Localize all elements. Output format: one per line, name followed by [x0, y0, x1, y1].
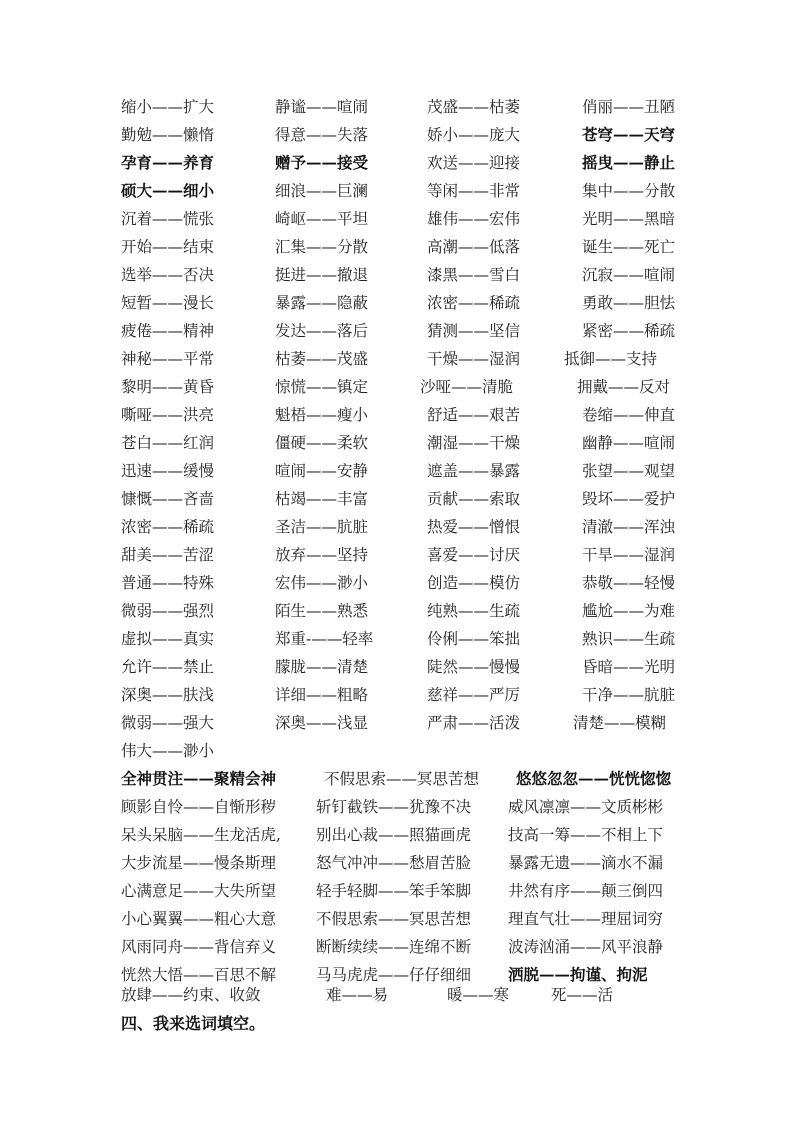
antonym-row: [0, 347, 800, 371]
word-pair: 得意——失落: [275, 126, 369, 144]
word-pair: 恭敬——轻慢: [582, 574, 676, 592]
word-pair: 微弱——强烈: [121, 602, 215, 620]
word-pair: 高潮——低落: [427, 238, 521, 256]
word-pair: 沙哑——清脆: [420, 378, 514, 396]
idiom-pair: 顾影自怜——自惭形秽: [121, 798, 277, 816]
word-pair: 熟识——生疏: [582, 630, 676, 648]
word-pair: 深奥——浅显: [275, 714, 369, 732]
antonym-row: [0, 151, 800, 175]
word-pair: 硕大——细小: [121, 181, 215, 200]
idiom-row: [0, 823, 800, 847]
word-pair: 欢送——迎接: [427, 154, 521, 172]
idiom-pair: 不假思索——冥思苦想: [324, 770, 480, 788]
antonym-row: [0, 123, 800, 147]
antonym-row: [0, 543, 800, 567]
word-pair: 贡献——索取: [427, 490, 521, 508]
word-pair: 沉着——慌张: [121, 210, 215, 228]
idiom-row: [0, 795, 800, 819]
word-pair: 浓密——稀疏: [121, 518, 215, 536]
idiom-pair: 技高一筹——不相上下: [508, 826, 664, 844]
idiom-pair: 断断续续——连绵不断: [316, 938, 472, 956]
antonym-row: [0, 655, 800, 679]
idiom-pair: 别出心裁——照猫画虎: [316, 826, 472, 844]
word-pair: 甜美——苦涩: [121, 546, 215, 564]
antonym-row: [0, 291, 800, 315]
antonym-row: [0, 95, 800, 119]
word-pair: 短暂——漫长: [121, 294, 215, 312]
antonym-row: [0, 403, 800, 427]
idiom-pair: 怒气冲冲——愁眉苦脸: [316, 854, 472, 872]
word-pair: 茂盛——枯萎: [427, 98, 521, 116]
idiom-pair: 马马虎虎——仔仔细细: [316, 966, 472, 984]
idiom-row: [0, 851, 800, 875]
word-pair: 陌生——熟悉: [275, 602, 369, 620]
antonym-row: [0, 235, 800, 259]
word-pair: 枯萎——茂盛: [275, 350, 369, 368]
idiom-pair: 呆头呆脑——生龙活虎,: [121, 826, 281, 844]
word-pair: 发达——落后: [275, 322, 369, 340]
word-pair: 幽静——喧闹: [582, 434, 676, 452]
word-pair: 干净——肮脏: [582, 686, 676, 704]
section-heading: 四、我来选词填空。: [121, 1014, 266, 1033]
word-pair: 光明——黑暗: [582, 210, 676, 228]
word-pair: 微弱——强大: [121, 714, 215, 732]
word-pair: 勤勉——懒惰: [121, 126, 215, 144]
word-pair: 拥戴——反对: [577, 378, 671, 396]
word-pair: 抵御——支持: [564, 350, 658, 368]
word-pair: 选举——否决: [121, 266, 215, 284]
word-pair: 开始——结束: [121, 238, 215, 256]
antonym-row: [0, 739, 800, 763]
word-pair: 允许——禁止: [121, 658, 215, 676]
antonym-row: [0, 431, 800, 455]
idiom-pair: 井然有序——颠三倒四: [508, 882, 664, 900]
word-pair: 虚拟——真实: [121, 630, 215, 648]
idiom-row: [0, 879, 800, 903]
word-pair: 迅速——缓慢: [121, 462, 215, 480]
word-pair: 黎明——黄昏: [121, 378, 215, 396]
word-pair: 宏伟——渺小: [275, 574, 369, 592]
word-pair: 卷缩——伸直: [582, 406, 676, 424]
word-pair: 伶俐——笨拙: [427, 630, 521, 648]
antonym-row: [0, 459, 800, 483]
antonym-row: [0, 711, 800, 735]
idiom-pair: 死——活: [551, 986, 614, 1004]
word-pair: 纯熟——生疏: [427, 602, 521, 620]
antonym-row: [0, 487, 800, 511]
word-pair: 静谧——喧闹: [275, 98, 369, 116]
word-pair: 慷慨——吝啬: [121, 490, 215, 508]
idiom-pair: 恍然大悟——百思不解: [121, 966, 277, 984]
word-pair: 遮盖——暴露: [427, 462, 521, 480]
word-pair: 等闲——非常: [427, 182, 521, 200]
idiom-row: [0, 907, 800, 931]
word-pair: 浓密——稀疏: [427, 294, 521, 312]
antonym-row: [0, 599, 800, 623]
idiom-pair: 悠悠忽忽——恍恍惚惚: [516, 769, 672, 788]
word-pair: 伟大——渺小: [121, 742, 215, 760]
antonym-row: [0, 179, 800, 203]
word-pair: 赠予——接受: [275, 153, 369, 172]
word-pair: 惊慌——镇定: [275, 378, 369, 396]
word-pair: 慈祥——严厉: [427, 686, 521, 704]
word-pair: 放弃——坚持: [275, 546, 369, 564]
antonym-row: [0, 319, 800, 343]
word-pair: 挺进——撤退: [275, 266, 369, 284]
word-pair: 干旱——湿润: [582, 546, 676, 564]
word-pair: 暴露——隐蔽: [275, 294, 369, 312]
word-pair: 诞生——死亡: [582, 238, 676, 256]
word-pair: 枯竭——丰富: [275, 490, 369, 508]
word-pair: 热爱——憎恨: [427, 518, 521, 536]
word-pair: 喧闹——安静: [275, 462, 369, 480]
word-pair: 摇曳——静止: [582, 153, 676, 172]
word-pair: 清澈——浑浊: [582, 518, 676, 536]
word-pair: 孕育——养育: [121, 153, 215, 172]
word-pair: 朦胧——清楚: [275, 658, 369, 676]
word-pair: 嘶哑——洪亮: [121, 406, 215, 424]
word-pair: 僵硬——柔软: [275, 434, 369, 452]
idiom-pair: 小心翼翼——粗心大意: [121, 910, 277, 928]
word-pair: 俏丽——丑陋: [582, 98, 676, 116]
antonym-row: [0, 683, 800, 707]
word-pair: 汇集——分散: [275, 238, 369, 256]
antonym-row: [0, 375, 800, 399]
word-pair: 毁坏——爱护: [582, 490, 676, 508]
idiom-pair: 波涛汹涌——风平浪静: [508, 938, 664, 956]
word-pair: 疲倦——精神: [121, 322, 215, 340]
word-pair: 集中——分散: [582, 182, 676, 200]
word-pair: 潮湿——干燥: [427, 434, 521, 452]
word-pair: 普通——特殊: [121, 574, 215, 592]
word-pair: 舒适——艰苦: [427, 406, 521, 424]
word-pair: 魁梧——瘦小: [275, 406, 369, 424]
antonym-row: [0, 515, 800, 539]
antonym-row: [0, 627, 800, 651]
word-pair: 缩小——扩大: [121, 98, 215, 116]
idiom-pair: 全神贯注——聚精会神: [121, 769, 277, 788]
word-pair: 陡然——慢慢: [427, 658, 521, 676]
word-pair: 雄伟——宏伟: [427, 210, 521, 228]
word-pair: 圣洁——肮脏: [275, 518, 369, 536]
idiom-pair: 洒脱——拘谨、拘泥: [508, 965, 648, 984]
word-pair: 勇敢——胆怯: [582, 294, 676, 312]
word-pair: 漆黑——雪白: [427, 266, 521, 284]
antonym-row: [0, 263, 800, 287]
word-pair: 喜爱——讨厌: [427, 546, 521, 564]
word-pair: 紧密——稀疏: [582, 322, 676, 340]
word-pair: 神秘——平常: [121, 350, 215, 368]
idiom-row: [0, 767, 800, 791]
idiom-pair: 暴露无遗——滴水不漏: [508, 854, 664, 872]
idiom-row: [0, 983, 800, 1007]
idiom-pair: 轻手轻脚——笨手笨脚: [316, 882, 472, 900]
word-pair: 细浪——巨澜: [275, 182, 369, 200]
word-pair: 娇小——庞大: [427, 126, 521, 144]
idiom-pair: 斩钉截铁——犹豫不决: [316, 798, 472, 816]
word-pair: 沉寂——喧闹: [582, 266, 676, 284]
idiom-pair: 心满意足——大失所望: [121, 882, 277, 900]
word-pair: 深奥——肤浅: [121, 686, 215, 704]
word-pair: 严肃——活泼: [427, 714, 521, 732]
antonym-row: [0, 207, 800, 231]
idiom-pair: 理直气壮——理屈词穷: [508, 910, 664, 928]
idiom-pair: 威风凛凛——文质彬彬: [508, 798, 664, 816]
idiom-pair: 放肆——约束、收敛: [121, 986, 261, 1004]
idiom-pair: 大步流星——慢条斯理: [121, 854, 277, 872]
word-pair: 尴尬——为难: [582, 602, 676, 620]
word-pair: 苍白——红润: [121, 434, 215, 452]
word-pair: 苍穹——天穹: [582, 125, 676, 144]
word-pair: 郑重-——轻率: [275, 630, 374, 648]
word-pair: 清楚——模糊: [573, 714, 667, 732]
idiom-pair: 难——易: [326, 986, 389, 1004]
idiom-row: [0, 935, 800, 959]
word-pair: 干燥——湿润: [427, 350, 521, 368]
word-pair: 创造——模仿: [427, 574, 521, 592]
word-pair: 张望——观望: [582, 462, 676, 480]
word-pair: 崎岖——平坦: [275, 210, 369, 228]
idiom-pair: 暖——寒: [447, 986, 510, 1004]
word-pair: 详细——粗略: [275, 686, 369, 704]
antonym-row: [0, 571, 800, 595]
word-pair: 昏暗——光明: [582, 658, 676, 676]
idiom-pair: 不假思索——冥思苦想: [316, 910, 472, 928]
idiom-pair: 风雨同舟——背信弃义: [121, 938, 277, 956]
word-pair: 猜测——坚信: [427, 322, 521, 340]
